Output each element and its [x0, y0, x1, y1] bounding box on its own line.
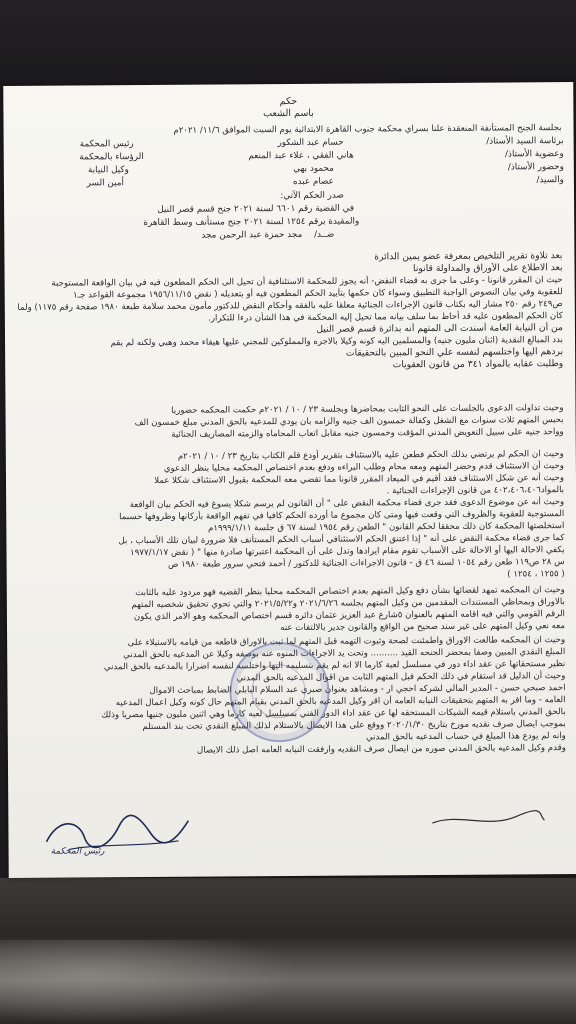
members-label: وعضوية الأستاذ/ — [505, 149, 564, 160]
body-line: كما جرى قضاء محكمة النقض على أنه " إذا اعتنق الحكم الاستئنافي أسباب الحكم المستأنف فلا ضرورة لبيان تلك الأسباب ، بل — [118, 533, 565, 547]
body-line: س ٢٨ ص١١٩ طعن رقم ١٠٥٤ لسنة ٤٦ ق - قانون الاجراءات الجنائية للدكتور / أحمد فتحي سرور طبعة ١٩٨٠ ص — [167, 557, 565, 570]
body-line: وحيث أن الدليل قد استقام في ذلك الحكم قبل المتهم الثابت من اقوال المدعيه بالحق المدني — [236, 671, 566, 684]
body-line: بالمواد٤٠٢،٤٠٦،٤٠٦ من قانون الإجراءات الجنائية . — [386, 485, 565, 497]
body-line: وحيث أنه عن شكل الاستئناف فقد أقيم في الميعاد المقرر قانونا مما تقضي معه المحكمة بقبول الاستئناف شكلا عملا — [154, 473, 565, 486]
body-line: بردهم اليها واختلسهم لنفسه علي النحو المبين بالتحقيقات — [345, 346, 564, 359]
body-line: المبلغ النقدي المبين وصفا بمحضر الجنحه القيد .......... وتحت يد الاجراءات المنوه عنه بوصفه وكيلا عن المدعيه بالحق المدني — [123, 647, 566, 661]
body-line: وواحد جنيه على سبيل التعويض المدني المؤقت وخمسون جنيه مقابل اتعاب المحاماه والزمته المصاريف الجنائية — [171, 427, 564, 440]
body-line: معه نعي وكيل المتهم على غير سند صحيح من الواقع والقانون جدير بالالتفات عنه — [280, 621, 566, 634]
body-line: ( ١٢٥٥ ، ١٢٥٤ ) — [507, 569, 565, 580]
court-stamp-inner-ring — [251, 664, 305, 718]
prosecution-title: وكيل النيابة — [87, 165, 129, 176]
body-line: وحيث ان المحكمه تمهد لقضائها بشأن دفع وكيل المتهم بعدم اختصاص المحكمه محليا بنظر القضيه فهو مردود عليه بالثابت — [135, 585, 565, 599]
presided-title: رئيس المحكمة — [79, 139, 134, 150]
dark-background-top — [0, 0, 576, 86]
body-line: بالحق المدني باستلام قيمه الشيكات المستحقه لها عن عقد اداء الدور الفني بمسلسل لعبه كارما وهي اثنين مليون جنيها مصريا وذلك — [101, 707, 566, 721]
court-stamp — [229, 642, 330, 743]
basmala: باسم الشعب — [263, 107, 314, 120]
floor-highlight — [0, 940, 300, 1024]
body-line: نظير مستحقاتها عن عقد اداء دور في مسلسل لعبة كارما الا انه لم يقم بتسليمه اليها واختلسه لنفسه اضرارا بالمدعيه بالحق المدني — [103, 659, 566, 673]
presided-name: حسام عبد الشكور — [277, 137, 344, 149]
body-line: وطلبت عقابه بالمواد ٣٤١ من قانون العقوبات — [392, 358, 564, 371]
presiding-judge-label: رئيس المحكمة — [50, 846, 105, 857]
body-line: كان الحكم المطعون عليه قد أحاط بما سلف بيانه مما تحيل إليه المحكمة في هذا الشأن درءا للتكرار. — [208, 311, 563, 324]
body-line: ص٢٤٩ رقم ٢٥٠ مشار اليه بكتاب قانون الإجراءات الجنائية معلقا عليه بالفقه وأحكام النقض للدكتور مأمون محمد سلامة طبعة ١٩٨٠ صفحة رقم ١١٧٥) ولما — [17, 299, 563, 313]
body-line: استخلصتها المحكمة كان ذلك محققا لحكم القانون " الطعن رقم ١٩٥٤ لسنة ٦٧ ق جلسة ١٩٩٩/١/١١م — [207, 521, 565, 534]
body-line: الرقم القومي والتي فيه اقامه المتهم بالعنوان ٥شارع عبد العزيز عثمان دائره قسم اختصاص المحكمه وهو الامر الذي يكون — [133, 609, 565, 623]
against-label: ضــد/ — [314, 229, 335, 240]
body-line: بموجب ايصال صرف نقديه مورخ بتاريخ ٢٠٢٠/١/٣٠ ووقع على هذا الايصال بالاستلام لذلك المبلغ النقدي تحت بند المستلم — [142, 719, 566, 733]
court-session-line: بجلسة الجنح المستأنفة المنعقدة علنا بسراي محكمة جنوب القاهرة الابتدائية يوم السبت الموافق ١١/٦/ ٢٠٢١م — [173, 123, 562, 136]
body-line: احمد صبحي حسن - المدير المالي لشركه احجي ار - ومشاهد بعنوان صبري عبد السلام البابلي الضابط بمباحث الاموال — [149, 683, 566, 696]
body-line: من أن النيابة العامة أسندت الى المتهم أنه بدائرة قسم قصر النيل — [316, 322, 563, 335]
body-line: حيث ان المقرر قانونا - وعلى ما جرى به قضاء النقض- أنه يجوز للمحكمة الاستئنافية أن تحيل الى الحكم المطعون فيه في بيان الواقعة المستوجبة — [51, 275, 563, 289]
doc-title: حكم — [279, 95, 298, 108]
issued-line: صدر الحكم الآتي: — [280, 190, 345, 202]
case-number-1: في القضية رقم ٦٦٠١ لسنة ٢٠٢١ جنح قسم قصر النيل — [157, 203, 355, 215]
body-line: بحبس المتهم ثلاث سنوات مع الشغل وكفالة خمسون الف جنيه والزامه بان يودي للمدعيه بالحق المدني مبلغ خمسون الف — [134, 415, 564, 429]
body-line: وحيث أن الاستئناف قدم وحضر المتهم ومعه محام وطلب البراءه ودفع بعدم اختصاص المحكمه محليا بنظر الدعوي — [163, 461, 564, 474]
prosecution-name: محمود بهي — [293, 163, 334, 174]
body-line: وحيث تداولت الدعوى بالجلسات على النحو الثابت بمحاضرها وبجلسة ٢٣ / ١٠ / ٢٠٢١م حكمت المحكمه حضوريا — [171, 403, 564, 416]
case-number-2: والمقيدة برقم ١٢٥٤ لسنة ٢٠٢١ جنح مستأنف وسط القاهرة — [143, 216, 360, 229]
body-line: للعقوبة وفي بيان النصوص الواجبة التطبيق وسواء كان حكمها بتأييد الحكم المطعون فيه أو بتعديله ( نقض ١٩٥٦/١١/١٥ مجموعة القواعد جـ١ — [72, 287, 563, 301]
document-page — [3, 82, 576, 878]
body-line: وحيث ان الحكم لم يرتضي بذلك الحكم فطعن عليه بالاستئناف بتقرير أودع قلم الكتاب بتاريخ ٢٣ / ١٠ / ٢٠٢١م — [177, 449, 564, 462]
secretary-signature — [428, 804, 548, 835]
body-line: وانه لم يودع هذا المبلغ في حساب المدعيه بالحق المدني — [365, 731, 566, 743]
secretary-label: والسيد/ — [536, 175, 564, 186]
body-line: بعد الاطلاع على الأوراق والمداولة قانونا — [412, 262, 563, 275]
body-line: وقدم وكيل المدعيه بالحق المدني صوره من ايصال صرف النقديه وارفقت النيابه العامه اصل ذلك الايصال — [196, 743, 566, 756]
body-line: المستوجبة للعقوبة والظروف التي وقعت فيها ومتى كان مجموع ما أورده الحكم كافيا في تفهم الواقعة بأركانها وظروفها حسبما — [119, 509, 565, 523]
members-names: هاني الفقي ، علاء عبد المنعم — [248, 150, 354, 162]
body-line: وحيث أنه عن موضوع الدعوى فقد جرى قضاء محكمة النقض على " أن القانون لم يرسم شكلا يسوغ فيه الحكم بيان الواقعة — [129, 497, 565, 511]
presided-label: برئاسة السيد الأستاذ/ — [486, 136, 564, 147]
judgment-document — [3, 82, 576, 878]
members-title: الرؤساء بالمحكمة — [79, 152, 144, 163]
body-line: وحيث ان المحكمه طالعت الاوراق واطمئنت لصحة وثبوت التهمه قبل المتهم لما ثبت بالاوراق قاطعه من قيامه بالاستيلاء على — [127, 635, 566, 649]
body-line: العامه - وما اقر به المتهم بتحقيقات النيابه العامه أن اقر وكيل المدعيه بالحق المدني بقيام المتهم حال كونه وكيل اعمال المدعيه — [115, 695, 566, 709]
body-line: بدد المبالغ النقدية (اثنان مليون جنيه) والمسلمين اليه كونه وكيلا بالاجره والمملوكين للمجني عليها هيفاء محمد وهبي ولكنه لم يقم — [110, 335, 564, 349]
defendant-name: مجد حمزة عبد الرحمن مجد — [201, 229, 303, 241]
secretary-name: عصام عبده — [292, 176, 334, 187]
body-line: يكفي الاحالة اليها أو الاحالة على الأسباب تقوم مقام ايرادها وتدل على أن المحكمة اعتبرتها صادرة منها " ( نقض ١٩٧٧/١/١٧ — [130, 545, 565, 559]
body-line: بعد تلاوة تقرير التلخيص بمعرفة عضو يمين الدائرة — [374, 250, 563, 263]
secretary-title: أمين السر — [86, 178, 124, 189]
prosecution-label: وحضور الأستاذ/ — [507, 162, 564, 173]
body-line: بالاوراق وبمحاظي المستندات المقدمين من وكيل المتهم بجلسه ٢٠٢١/٦/٢٦ و٢٠٢١/٥/٢٢ والتي تحوي تحقيق شخصيه المتهم — [131, 597, 565, 611]
